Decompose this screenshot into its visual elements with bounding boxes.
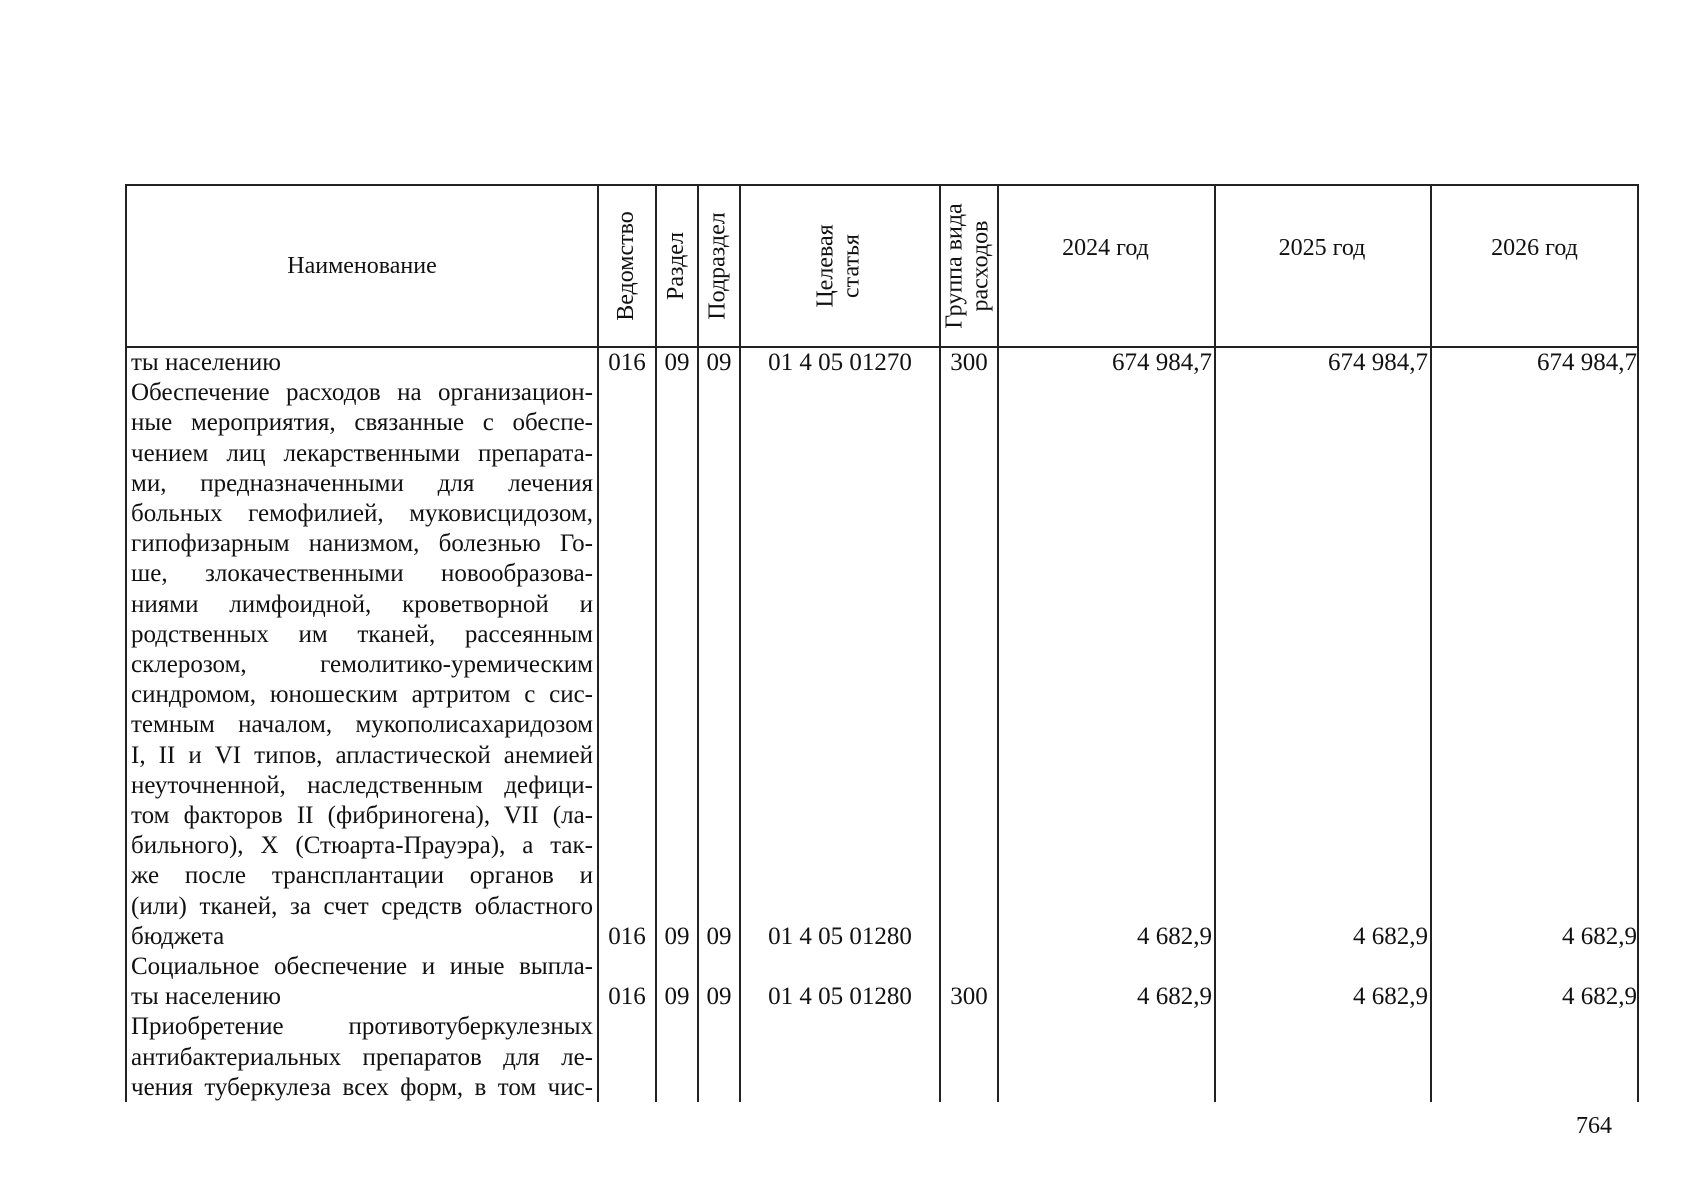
cell-2025: 674 984,7 bbox=[1328, 349, 1428, 376]
header-subsection-label: Подраздел bbox=[705, 212, 732, 320]
header-section bbox=[655, 186, 697, 346]
budget-table bbox=[125, 184, 1639, 1102]
name-line: Обеспечение расходов на организацион- bbox=[131, 379, 593, 407]
header-2025 bbox=[1214, 186, 1430, 346]
name-line: синдромом, юношеским артритом с сис- bbox=[131, 681, 593, 709]
name-line: темным началом, мукополисахаридозом bbox=[131, 711, 593, 739]
cell-2026: 4 682,9 bbox=[1562, 922, 1637, 950]
cell-target: 01 4 05 01270 bbox=[768, 349, 912, 376]
table-row bbox=[127, 348, 1637, 378]
cell-subsection: 09 bbox=[706, 983, 732, 1011]
name-line: I, II и VI типов, апластической анемией bbox=[131, 741, 593, 769]
name-line: чением лиц лекарственными препарата- bbox=[131, 439, 593, 467]
header-2024-label: 2024 год bbox=[1062, 235, 1149, 261]
name-line: (или) тканей, за счет средств областного bbox=[131, 892, 593, 920]
header-dept-label: Ведомство bbox=[613, 211, 639, 321]
cell-2026: 4 682,9 bbox=[1562, 983, 1637, 1011]
name-line: бюджета bbox=[131, 922, 225, 950]
header-name bbox=[127, 186, 597, 346]
name-line: ше, злокачественными новообразова- bbox=[131, 560, 593, 588]
header-group-line2: расходов bbox=[968, 220, 994, 312]
header-2026 bbox=[1430, 186, 1639, 346]
cell-group: 300 bbox=[950, 983, 988, 1011]
header-dept bbox=[597, 186, 655, 346]
header-target-line1: Целевая bbox=[812, 224, 839, 308]
header-group bbox=[939, 186, 997, 346]
cell-target: 01 4 05 01280 bbox=[768, 983, 912, 1011]
header-target-label bbox=[813, 224, 865, 307]
header-group-label bbox=[942, 203, 994, 328]
header-subsection bbox=[697, 186, 739, 346]
cell-section: 09 bbox=[664, 983, 690, 1011]
cell-dept: 016 bbox=[608, 349, 646, 376]
cell-section: 09 bbox=[664, 349, 690, 376]
name-line: чения туберкулеза всех форм, в том чис- bbox=[131, 1073, 593, 1101]
name-line: ты населению bbox=[131, 983, 281, 1011]
header-name-label: Наименование bbox=[287, 253, 437, 279]
name-line: больных гемофилией, муковисцидозом, bbox=[131, 500, 593, 527]
name-line: ниями лимфоидной, кроветворной и bbox=[131, 590, 593, 618]
cell-2025: 4 682,9 bbox=[1353, 922, 1428, 950]
name-line: бильного), X (Стюарта-Прауэра), а так- bbox=[131, 832, 593, 860]
name-line: том факторов II (фибриногена), VII (ла- bbox=[131, 802, 593, 829]
cell-subsection: 09 bbox=[706, 349, 732, 376]
cell-2024: 4 682,9 bbox=[1137, 922, 1212, 950]
name-line: неуточненной, наследственным дефици- bbox=[131, 771, 593, 799]
cell-target: 01 4 05 01280 bbox=[768, 922, 912, 950]
name-line: Приобретение противотуберкулезных bbox=[131, 1013, 593, 1041]
header-2026-label: 2026 год bbox=[1491, 235, 1578, 261]
cell-subsection: 09 bbox=[706, 922, 732, 950]
cell-dept: 016 bbox=[608, 983, 646, 1011]
cell-dept: 016 bbox=[608, 922, 646, 950]
name-line: ты населению bbox=[131, 349, 281, 376]
header-target bbox=[739, 186, 939, 346]
header-2025-label: 2025 год bbox=[1278, 235, 1366, 261]
table-header bbox=[127, 186, 1637, 348]
cell-2024: 674 984,7 bbox=[1112, 349, 1212, 376]
name-line: гипофизарным нанизмом, болезнью Го- bbox=[131, 530, 593, 558]
name-line: же после трансплантации органов и bbox=[131, 862, 593, 890]
page-number: 764 bbox=[1576, 1113, 1612, 1139]
header-target-line2: статья bbox=[838, 234, 865, 298]
header-section-label: Раздел bbox=[663, 232, 690, 300]
name-line: антибактериальных препаратов для ле- bbox=[131, 1043, 593, 1071]
header-group-line1: Группа вида bbox=[942, 203, 968, 329]
table-body bbox=[127, 348, 1637, 1102]
header-2024 bbox=[997, 186, 1214, 346]
name-line: ми, предназначенными для лечения bbox=[131, 469, 593, 497]
cell-section: 09 bbox=[664, 922, 690, 950]
name-line: Социальное обеспечение и иные выпла- bbox=[131, 953, 593, 980]
cell-2026: 674 984,7 bbox=[1537, 349, 1637, 376]
cell-2025: 4 682,9 bbox=[1353, 983, 1428, 1011]
table-row bbox=[127, 922, 1637, 952]
cell-2024: 4 682,9 bbox=[1137, 983, 1212, 1011]
table-row bbox=[127, 982, 1637, 1012]
name-line: ные мероприятия, связанные с обеспе- bbox=[131, 409, 593, 437]
cell-group: 300 bbox=[950, 349, 988, 376]
name-line: склерозом, гемолитико-уремическим bbox=[131, 651, 593, 678]
name-line: родственных им тканей, рассеянным bbox=[131, 620, 593, 648]
